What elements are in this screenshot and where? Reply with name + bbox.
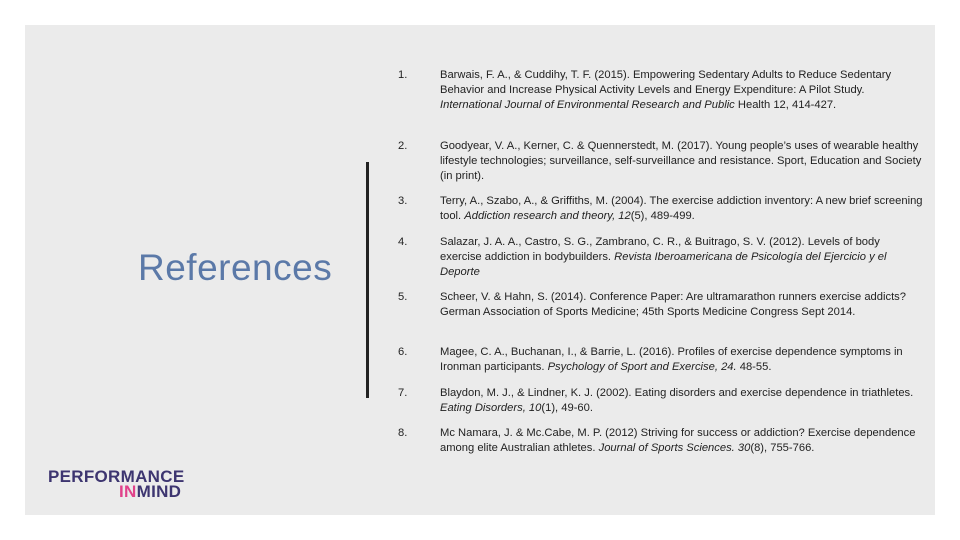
reference-text: Terry, A., Szabo, A., & Griffiths, M. (2004). The exercise addiction inventory: A new brief screening tool. Addiction research and theory, 12(5), 489-499. bbox=[440, 195, 923, 223]
reference-text: Barwais, F. A., & Cuddihy, T. F. (2015). Empowering Sedentary Adults to Reduce Sedentary Behavior and Increase Physical Activity Levels and Energy Expenditure: A Pilot Study. International Journal of Environmental Research and Public Health 12, 414-427. bbox=[440, 69, 892, 112]
reference-number: 5. bbox=[398, 291, 408, 303]
reference-text: Magee, C. A., Buchanan, I., & Barrie, L. (2016). Profiles of exercise dependence symptoms in Ironman participants. Psychology of Sport and Exercise, 24. 48-55. bbox=[440, 346, 903, 374]
reference-text: Salazar, J. A. A., Castro, S. G., Zambrano, C. R., & Buitrago, S. V. (2012). Levels of body exercise addiction in bodybuilders. Revista Iberoamericana de Psicología del Ejercicio y el Deporte bbox=[440, 236, 887, 279]
reference-number: 7. bbox=[398, 387, 408, 399]
logo-in: IN bbox=[119, 482, 137, 501]
reference-number: 6. bbox=[398, 346, 408, 358]
logo-line-2 bbox=[48, 484, 184, 499]
slide-title: References bbox=[138, 247, 333, 288]
performance-in-mind-logo bbox=[48, 469, 184, 499]
reference-number: 3. bbox=[398, 195, 408, 207]
reference-number: 4. bbox=[398, 236, 408, 248]
logo-line-1: PERFORMANCE bbox=[48, 467, 185, 486]
reference-number: 2. bbox=[398, 140, 408, 152]
reference-text: Mc Namara, J. & Mc.Cabe, M. P. (2012) Striving for success or addiction? Exercise dependence among elite Australian athletes. Journal of Sports Sciences. 30(8), 755-766. bbox=[440, 427, 916, 455]
vertical-divider bbox=[366, 162, 369, 398]
reference-text: Goodyear, V. A., Kerner, C. & Quennerstedt, M. (2017). Young people’s uses of wearable healthy lifestyle technologies; surveillance, self-surveillance and resistance. Sport, Education and Society (in print). bbox=[440, 140, 922, 183]
reference-text: Scheer, V. & Hahn, S. (2014). Conference Paper: Are ultramarathon runners exercise addicts? German Association of Sports Medicine; 45th Sports Medicine Congress Sept 2014. bbox=[440, 291, 906, 319]
reference-number: 8. bbox=[398, 427, 408, 439]
reference-number: 1. bbox=[398, 69, 408, 81]
logo-mind: MIND bbox=[136, 482, 182, 501]
reference-text: Blaydon, M. J., & Lindner, K. J. (2002). Eating disorders and exercise dependence in triathletes. Eating Disorders, 10(1), 49-60. bbox=[440, 387, 914, 415]
